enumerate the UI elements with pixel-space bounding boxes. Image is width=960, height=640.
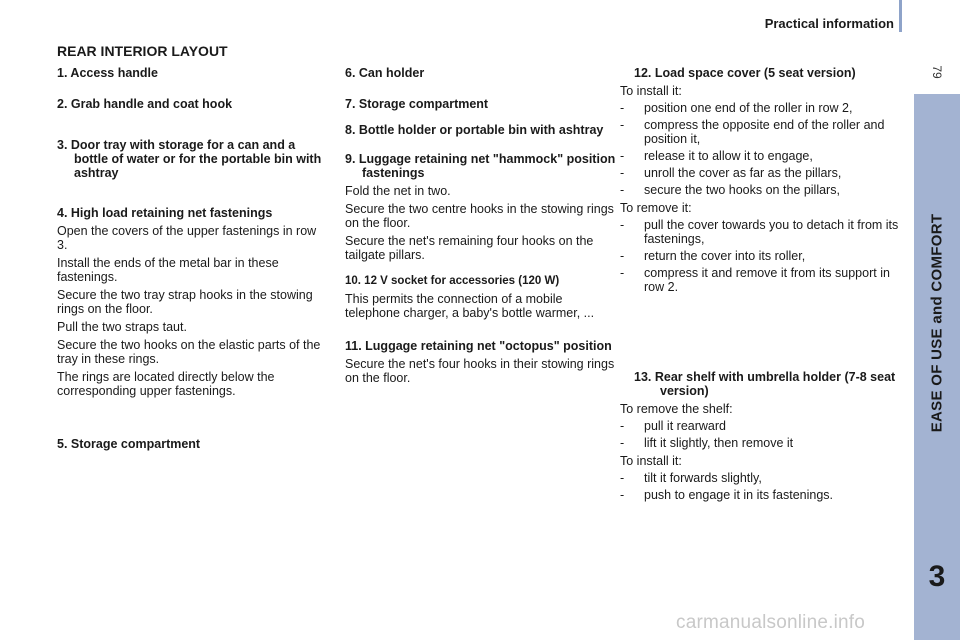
list-dash: - — [620, 218, 625, 232]
list-item — [620, 419, 904, 433]
item-11-text: Secure the net's four hooks in their stowing rings on the floor. — [345, 357, 615, 385]
list-item — [620, 183, 904, 197]
list-item — [620, 249, 904, 263]
watermark-text: carmanualsonline.info — [676, 612, 866, 633]
item-11-heading: 11. Luggage retaining net "octopus" position — [345, 339, 612, 353]
list-item-text: compress the opposite end of the roller and position it, — [644, 118, 885, 146]
item-9-text: Secure the net's remaining four hooks on the tailgate pillars. — [345, 234, 594, 262]
chapter-number: 3 — [928, 560, 946, 593]
item-4-text: Secure the two tray strap hooks in the stowing rings on the floor. — [57, 288, 313, 316]
list-item — [620, 118, 904, 146]
list-item — [620, 488, 904, 502]
list-item-text: position one end of the roller in row 2, — [644, 101, 853, 115]
column-3 — [620, 66, 904, 502]
list-item-text: pull it rearward — [644, 419, 726, 433]
list-item-text: pull the cover towards you to detach it from its fastenings, — [644, 218, 899, 246]
list-dash: - — [620, 249, 625, 263]
list-dash: - — [620, 101, 625, 115]
item-4-text: Secure the two hooks on the elastic parts of the tray in these rings. — [57, 338, 321, 366]
list-item — [620, 166, 904, 180]
page-number — [922, 62, 952, 82]
item-5-heading: 5. Storage compartment — [57, 437, 201, 451]
header-accent-bar — [899, 0, 902, 32]
item-1-heading: 1. Access handle — [57, 66, 158, 80]
item-4-text: Open the covers of the upper fastenings in row 3. — [57, 224, 317, 252]
page-header-title: Practical information — [764, 16, 894, 31]
list-dash: - — [620, 118, 625, 132]
item-3-heading: 3. Door tray with storage for a can and a bottle of water or for the portable bin with ashtray — [57, 138, 322, 180]
item-4-text: Install the ends of the metal bar in these fastenings. — [57, 256, 279, 284]
list-dash: - — [620, 488, 625, 502]
list-item — [620, 266, 904, 294]
chapter-title — [914, 94, 960, 552]
list-item-text: compress it and remove it from its support in row 2. — [644, 266, 890, 294]
list-dash: - — [620, 149, 625, 163]
list-dash: - — [620, 183, 625, 197]
item-12-heading: 12. Load space cover (5 seat version) — [634, 66, 856, 80]
item-4-text: Pull the two straps taut. — [57, 320, 187, 334]
install2-label: To install it: — [620, 454, 682, 468]
list-item-text: tilt it forwards slightly, — [644, 471, 762, 485]
item-7-heading: 7. Storage compartment — [345, 97, 489, 111]
section-title: REAR INTERIOR LAYOUT — [57, 43, 228, 59]
list-item-text: return the cover into its roller, — [644, 249, 806, 263]
remove-label: To remove it: — [620, 201, 692, 215]
remove-shelf-label: To remove the shelf: — [620, 402, 733, 416]
item-9-text: Fold the net in two. — [345, 184, 451, 198]
list-item — [620, 101, 904, 115]
item-10-text: This permits the connection of a mobile telephone charger, a baby's bottle warmer, ... — [345, 292, 595, 320]
item-4-heading: 4. High load retaining net fastenings — [57, 206, 273, 220]
list-item — [620, 218, 904, 246]
list-item — [620, 149, 904, 163]
list-item — [620, 436, 904, 450]
item-9-heading: 9. Luggage retaining net "hammock" position fastenings — [345, 152, 616, 180]
list-item-text: secure the two hooks on the pillars, — [644, 183, 840, 197]
install-label: To install it: — [620, 84, 682, 98]
chapter-title-text: EASE OF USE and COMFORT — [928, 213, 946, 433]
item-6-heading: 6. Can holder — [345, 66, 425, 80]
item-10-heading: 10. 12 V socket for accessories (120 W) — [345, 275, 560, 287]
page-number-text: 79 — [930, 65, 944, 79]
list-dash: - — [620, 166, 625, 180]
item-13-heading: 13. Rear shelf with umbrella holder (7-8 seat version) — [634, 370, 896, 398]
list-dash: - — [620, 419, 625, 433]
item-2-heading: 2. Grab handle and coat hook — [57, 97, 233, 111]
column-2 — [345, 66, 617, 385]
list-item-text: push to engage it in its fastenings. — [644, 488, 834, 502]
list-item-text: unroll the cover as far as the pillars, — [644, 166, 842, 180]
column-1 — [57, 66, 329, 451]
list-item-text: lift it slightly, then remove it — [644, 436, 794, 450]
list-item-text: release it to allow it to engage, — [644, 149, 813, 163]
list-dash: - — [620, 471, 625, 485]
item-8-heading: 8. Bottle holder or portable bin with ashtray — [345, 123, 604, 137]
list-dash: - — [620, 266, 625, 280]
list-dash: - — [620, 436, 625, 450]
item-9-text: Secure the two centre hooks in the stowing rings on the floor. — [345, 202, 614, 230]
list-item — [620, 471, 904, 485]
item-4-text: The rings are located directly below the corresponding upper fastenings. — [57, 370, 275, 398]
